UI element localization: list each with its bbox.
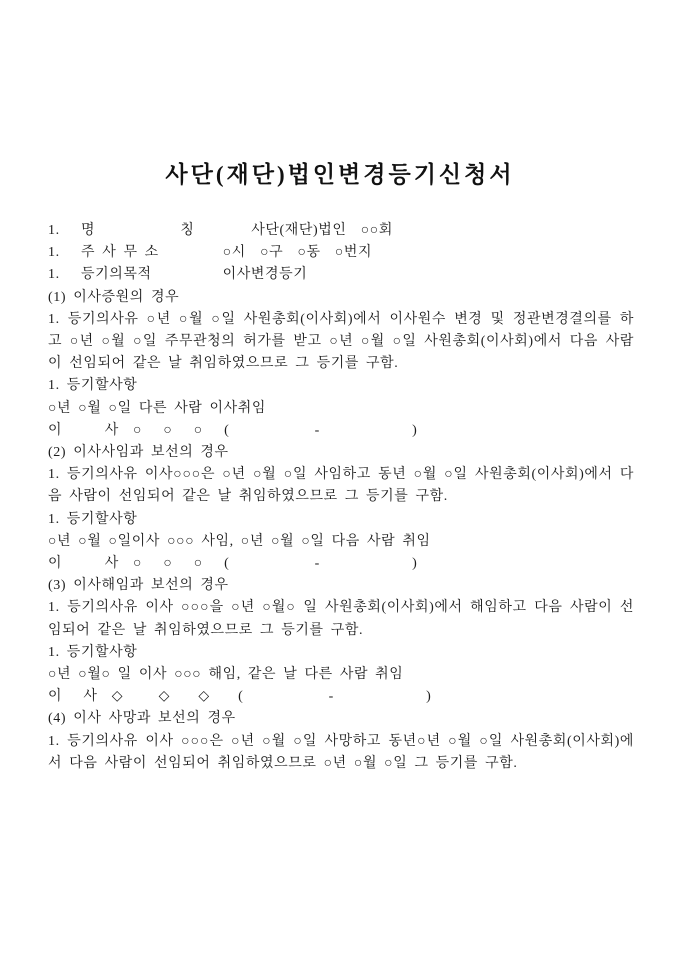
section-2-heading: (2) 이사사임과 보선의 경우 bbox=[48, 445, 229, 461]
section-1-reason-paragraph: 1. 등기의사유 ○년 ○월 ○일 사원총회(이사회)에서 이사원수 변경 및 정관변경결의를 하고 ○년 ○월 ○일 주무관청의 허가를 받고 ○년 ○월 ○일 사원총회(이사회)에서 다음 사람이 선임되어 같은 날 취임하였으므로 그 등기를 구함. bbox=[48, 311, 634, 372]
section-3-director-name-line: 이 사 ◇ ◇ ◇ ( - ) bbox=[48, 689, 432, 705]
document-title: 사단(재단)법인변경등기신청서 bbox=[165, 162, 515, 188]
section-4-heading: (4) 이사 사망과 보선의 경우 bbox=[48, 711, 236, 727]
section-2-reason-paragraph: 1. 등기의사유 이사○○○은 ○년 ○월 ○일 사임하고 동년 ○월 ○일 사원총회(이사회)에서 다음 사람이 선임되어 같은 날 취임하였으므로 그 등기를 구함. bbox=[48, 467, 634, 505]
section-1-heading: (1) 이사증원의 경우 bbox=[48, 289, 180, 305]
section-1-director-name-line: 이 사 ○ ○ ○ ( - ) bbox=[48, 422, 418, 438]
section-4-reason-paragraph: 1. 등기의사유 이사 ○○○은 ○년 ○월 ○일 사망하고 동년○년 ○월 ○일 사원총회(이사회)에서 다음 사람이 선임되어 취임하였으므로 ○년 ○월 ○일 그 등기를 구함. bbox=[48, 733, 634, 771]
field-name: 1. 명 칭 사단(재단)법인 ○○회 bbox=[48, 223, 393, 238]
section-1-matters-line: ○년 ○월 ○일 다른 사람 이사취임 bbox=[48, 400, 267, 416]
section-2-director-name-line: 이 사 ○ ○ ○ ( - ) bbox=[48, 556, 418, 572]
section-3-heading: (3) 이사해임과 보선의 경우 bbox=[48, 578, 229, 594]
section-3-reason-paragraph: 1. 등기의사유 이사 ○○○을 ○년 ○월○ 일 사원총회(이사회)에서 해임하고 다음 사람이 선임되어 같은 날 취임하였으므로 그 등기를 구함. bbox=[48, 600, 634, 638]
section-3-matters-label: 1. 등기할사항 bbox=[48, 644, 138, 660]
field-main-office: 1. 주 사 무 소 ○시 ○구 ○동 ○번지 bbox=[48, 245, 373, 261]
section-2-matters-label: 1. 등기할사항 bbox=[48, 511, 138, 527]
document-body bbox=[48, 220, 634, 775]
section-1-matters-label: 1. 등기할사항 bbox=[48, 378, 138, 394]
field-registration-purpose: 1. 등기의목적 이사변경등기 bbox=[48, 267, 308, 283]
section-3-matters-line: ○년 ○월○ 일 이사 ○○○ 해임, 같은 날 다른 사람 취임 bbox=[48, 667, 404, 683]
section-2-matters-line: ○년 ○월 ○일이사 ○○○ 사임, ○년 ○월 ○일 다음 사람 취임 bbox=[48, 533, 431, 549]
